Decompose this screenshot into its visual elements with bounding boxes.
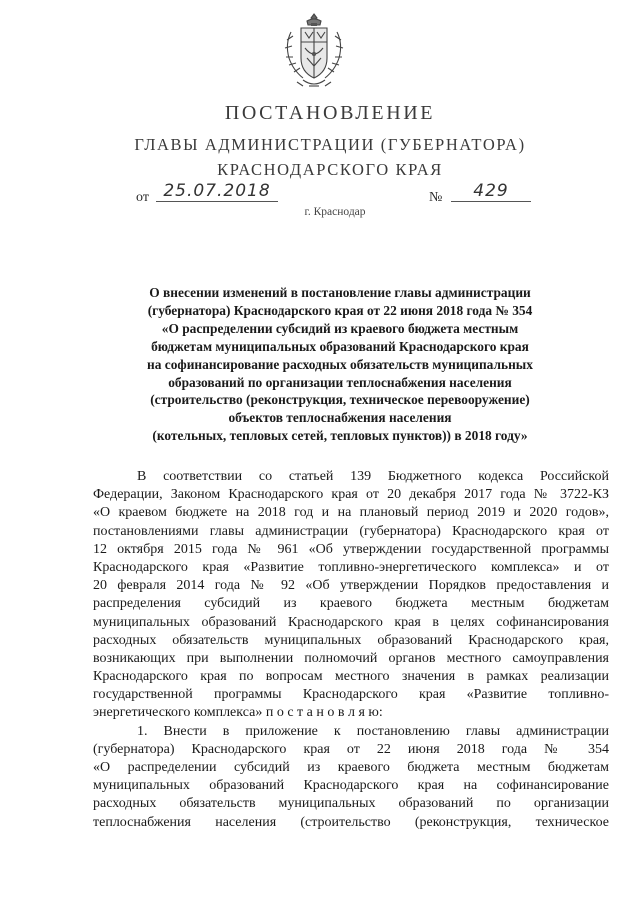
body-line: В соответствии со статьей 139 Бюджетного кодекса Российской (137, 469, 609, 484)
title-line: О внесении изменений в постановление главы администрации (149, 285, 531, 300)
body-line: Краснодарского края «Развитие топливно-энергетического комплекса» и от (93, 559, 609, 575)
body-line: (губернатора) Краснодарского края от 22 июня 2018 года № 354 (93, 741, 609, 757)
body-line: Федерации, Законом Краснодарского края от 20 декабря 2017 года № 3722-КЗ (93, 487, 609, 503)
body-line: распределения субсидий из краевого бюджета местным бюджетам (93, 596, 609, 612)
title-line: (котельных, тепловых сетей, тепловых пунктов)) в 2018 году» (152, 428, 528, 444)
body-line: муниципальных образований Краснодарского края на софинансирование (93, 778, 609, 794)
body-line: муниципальных образований Краснодарского края в целях софинансирования (93, 614, 609, 630)
body-line: государственной программы Краснодарского края «Развитие топливно- (93, 687, 609, 703)
city-label: г. Краснодар (304, 206, 366, 218)
body-line: 20 февраля 2014 года № 92 «Об утверждении Порядков предоставления и (93, 578, 609, 594)
title-line: образований по организации теплоснабжения населения (168, 374, 512, 390)
body-line: «О распределении субсидий из краевого бюджета местным бюджетам (93, 760, 609, 775)
body-line: постановлениями главы администрации (губернатора) Краснодарского края от (93, 523, 609, 539)
body-line: расходных обязательств муниципальных образований по организации (93, 796, 609, 812)
title-line: (губернатора) Краснодарского края от 22 июня 2018 года № 354 (147, 302, 533, 318)
title-line: объектов теплоснабжения населения (228, 410, 452, 426)
decree-body (93, 468, 609, 832)
body-line: энергетического комплекса» п о с т а н о в л я ю: (93, 705, 383, 721)
issuer-heading-line1: ГЛАВЫ АДМИНИСТРАЦИИ (ГУБЕРНАТОРА) (134, 135, 526, 154)
body-line: «О краевом бюджете на 2018 год и на плановый период 2019 и 2020 годов», (93, 505, 609, 521)
date-value: 25.07.2018 (156, 181, 278, 202)
issuer-heading-line2: КРАСНОДАРСКОГО КРАЯ (217, 160, 443, 179)
body-line: 1. Внести в приложение к постановлению главы администрации (137, 723, 609, 739)
title-line: «О распределении субсидий из краевого бюджета местным (161, 320, 519, 336)
body-line: 12 октября 2015 года № 961 «Об утверждении государственной программы (93, 541, 609, 557)
body-line: расходных обязательств муниципальных образований Краснодарского края, (93, 632, 609, 648)
body-line: возникающих при выполнении полномочий органов местного самоуправления (93, 650, 609, 666)
body-line: Краснодарского края по вопросам местного значения в рамках реализации (93, 669, 609, 685)
document-type-heading: ПОСТАНОВЛЕНИЕ (224, 102, 436, 124)
decree-title (120, 284, 560, 445)
date-label: от (136, 190, 149, 205)
title-line: бюджетам муниципальных образований Краснодарского края (151, 338, 529, 354)
number-value: 429 (451, 181, 531, 202)
coat-of-arms-emblem (283, 12, 345, 92)
title-line: на софинансирование расходных обязательств муниципальных (147, 356, 533, 372)
title-line: (строительство (реконструкция, техническое перевооружение) (150, 392, 530, 408)
number-label: № (429, 190, 443, 205)
body-line: теплоснабжения населения (строительство (реконструкция, техническое (93, 814, 609, 830)
